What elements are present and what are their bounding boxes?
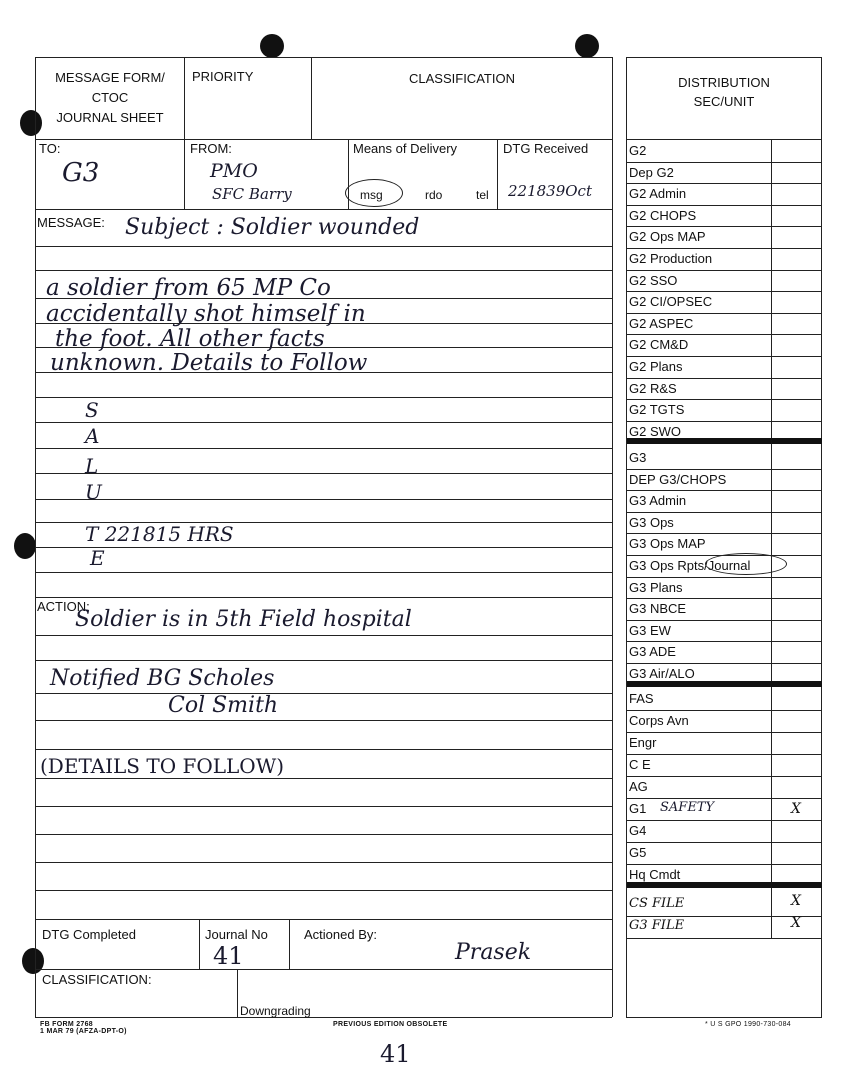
distribution-item[interactable]: [628, 820, 820, 841]
action-line-4[interactable]: (DETAILS TO FOLLOW): [40, 754, 285, 778]
distribution-file-label: G3 FILE: [629, 918, 685, 933]
distribution-item-label: G2 SWO: [629, 424, 682, 439]
distribution-file-label: CS FILE: [629, 896, 685, 911]
message-line-2[interactable]: accidentally shot himself in: [46, 301, 366, 327]
dtg-completed-label: DTG Completed: [42, 927, 136, 942]
distribution-item-label: FAS: [629, 691, 654, 706]
distribution-item-label: G2 Production: [629, 251, 713, 266]
distribution-item-label: G2 CM&D: [629, 337, 689, 352]
distribution-item[interactable]: [628, 399, 820, 420]
cs-file-mark[interactable]: X: [791, 893, 801, 909]
distribution-item-label: G1: [629, 801, 647, 816]
from-value[interactable]: PMO: [210, 160, 258, 182]
distribution-item-label: G3 Plans: [629, 580, 683, 595]
distribution-header: DISTRIBUTION SEC/UNIT: [678, 75, 770, 109]
distribution-item-label: G2 ASPEC: [629, 316, 694, 331]
salute-a[interactable]: A: [85, 424, 100, 448]
distribution-item[interactable]: [628, 663, 820, 684]
action-line-1[interactable]: Soldier is in 5th Field hospital: [75, 607, 412, 632]
distribution-item[interactable]: [628, 598, 820, 619]
distribution-item[interactable]: [628, 688, 820, 709]
means-option-rdo[interactable]: rdo: [425, 188, 443, 202]
distribution-item-label: Dep G2: [629, 165, 674, 180]
means-of-delivery-label: Means of Delivery: [353, 141, 458, 156]
distribution-item-label: G2 CI/OPSEC: [629, 294, 713, 309]
means-option-msg[interactable]: msg: [360, 188, 383, 202]
distribution-item[interactable]: [628, 641, 820, 662]
previous-edition-note: PREVIOUS EDITION OBSOLETE: [333, 1021, 448, 1028]
actioned-by-label: Actioned By:: [304, 927, 377, 942]
distribution-item-label: G3 Ops: [629, 515, 674, 530]
message-subject[interactable]: Subject : Soldier wounded: [125, 215, 420, 240]
distribution-item[interactable]: [628, 248, 820, 269]
journal-no-label: Journal No: [205, 927, 268, 942]
distribution-item[interactable]: [628, 270, 820, 291]
distribution-item-label: Hq Cmdt: [629, 867, 681, 882]
distribution-item[interactable]: [628, 291, 820, 312]
salute-s[interactable]: S: [85, 398, 99, 422]
distribution-item-label: G2 SSO: [629, 273, 678, 288]
journal-selection-circle: [705, 553, 787, 575]
gpo-note: * U S GPO 1990-730-084: [705, 1021, 791, 1028]
distribution-item-label: Corps Avn: [629, 713, 689, 728]
from-label: FROM:: [190, 141, 232, 156]
distribution-item[interactable]: [628, 447, 820, 468]
to-value[interactable]: G3: [62, 158, 100, 188]
distribution-item[interactable]: [628, 378, 820, 399]
distribution-item[interactable]: [628, 334, 820, 355]
message-line-3[interactable]: the foot. All other facts: [55, 326, 325, 352]
downgrading-label: Downgrading: [240, 1004, 311, 1018]
distribution-item-label: G2 Ops MAP: [629, 229, 706, 244]
distribution-item[interactable]: [628, 490, 820, 511]
g1-check-mark[interactable]: X: [791, 801, 801, 817]
distribution-item[interactable]: [628, 421, 820, 442]
to-label: TO:: [39, 141, 61, 156]
means-option-tel[interactable]: tel: [476, 188, 489, 202]
distribution-item-label: G2 CHOPS: [629, 208, 697, 223]
punch-hole-left-lower: [22, 948, 44, 974]
priority-label: PRIORITY: [192, 69, 254, 84]
distribution-item[interactable]: [628, 356, 820, 377]
distribution-item[interactable]: [628, 205, 820, 226]
distribution-item-label: C E: [629, 757, 651, 772]
distribution-item-label: G5: [629, 845, 647, 860]
distribution-item-label: G2 TGTS: [629, 402, 685, 417]
action-label: ACTION:: [37, 599, 90, 614]
distribution-item[interactable]: [628, 183, 820, 204]
salute-l[interactable]: L: [85, 454, 99, 478]
distribution-item[interactable]: [628, 533, 820, 554]
distribution-item-label: G2 R&S: [629, 381, 677, 396]
distribution-item[interactable]: [628, 512, 820, 533]
msg-selection-circle: [345, 179, 403, 207]
punch-hole-left-middle: [14, 533, 36, 559]
distribution-item[interactable]: [628, 162, 820, 183]
distribution-item-label: G2 Plans: [629, 359, 683, 374]
distribution-item[interactable]: [628, 776, 820, 797]
distribution-item[interactable]: [628, 732, 820, 753]
distribution-item-label: G3 Ops MAP: [629, 536, 706, 551]
salute-u[interactable]: U: [85, 480, 102, 504]
action-line-3[interactable]: Col Smith: [168, 693, 279, 718]
salute-t[interactable]: T 221815 HRS: [85, 522, 234, 546]
distribution-item-label: G2: [629, 143, 647, 158]
distribution-item[interactable]: [628, 754, 820, 775]
distribution-item[interactable]: [628, 313, 820, 334]
dtg-received-value[interactable]: 221839Oct: [508, 182, 592, 200]
distribution-item-label: Engr: [629, 735, 657, 750]
message-label: MESSAGE:: [37, 215, 105, 230]
form-title: MESSAGE FORM/ CTOC JOURNAL SHEET: [55, 70, 165, 125]
actioned-by-signature[interactable]: Prasek: [455, 940, 532, 965]
distribution-item[interactable]: [628, 140, 820, 161]
message-line-1[interactable]: a soldier from 65 MP Co: [46, 275, 331, 301]
distribution-item[interactable]: [628, 842, 820, 863]
g3-file-mark[interactable]: X: [791, 915, 801, 931]
distribution-item-label: G2 Admin: [629, 186, 687, 201]
punch-hole-top-right: [575, 34, 599, 58]
punch-hole-top-left: [260, 34, 284, 58]
action-line-2[interactable]: Notified BG Scholes: [50, 666, 275, 691]
salute-e[interactable]: E: [90, 546, 105, 570]
distribution-item-label: G3 Ops Rpts/Journal: [629, 558, 751, 573]
distribution-item-label: G3 NBCE: [629, 601, 687, 616]
distribution-item[interactable]: [628, 577, 820, 598]
distribution-item-label: G3 Admin: [629, 493, 687, 508]
page-number: 41: [380, 1040, 411, 1068]
distribution-item-label: DEP G3/CHOPS: [629, 472, 727, 487]
g1-safety-note[interactable]: SAFETY: [660, 800, 715, 815]
distribution-item[interactable]: [628, 864, 820, 885]
distribution-item-label: G3 EW: [629, 623, 671, 638]
distribution-item[interactable]: [628, 226, 820, 247]
distribution-item-label: AG: [629, 779, 648, 794]
message-line-4[interactable]: unknown. Details to Follow: [50, 350, 368, 376]
distribution-item[interactable]: [628, 469, 820, 490]
from-name[interactable]: SFC Barry: [212, 185, 292, 203]
classification-label: CLASSIFICATION: [409, 71, 515, 86]
distribution-item-label: G4: [629, 823, 647, 838]
form-number: FB FORM 2768 1 MAR 79 (AFZA-DPT-O): [40, 1021, 127, 1035]
journal-no-value[interactable]: 41: [213, 942, 244, 970]
dtg-received-label: DTG Received: [503, 141, 589, 156]
distribution-item[interactable]: [628, 620, 820, 641]
footer-classification-label: CLASSIFICATION:: [42, 972, 152, 987]
distribution-item-label: G3 ADE: [629, 644, 676, 659]
distribution-item-label: G3 Air/ALO: [629, 666, 695, 681]
distribution-item-label: G3: [629, 450, 647, 465]
distribution-item[interactable]: [628, 710, 820, 731]
